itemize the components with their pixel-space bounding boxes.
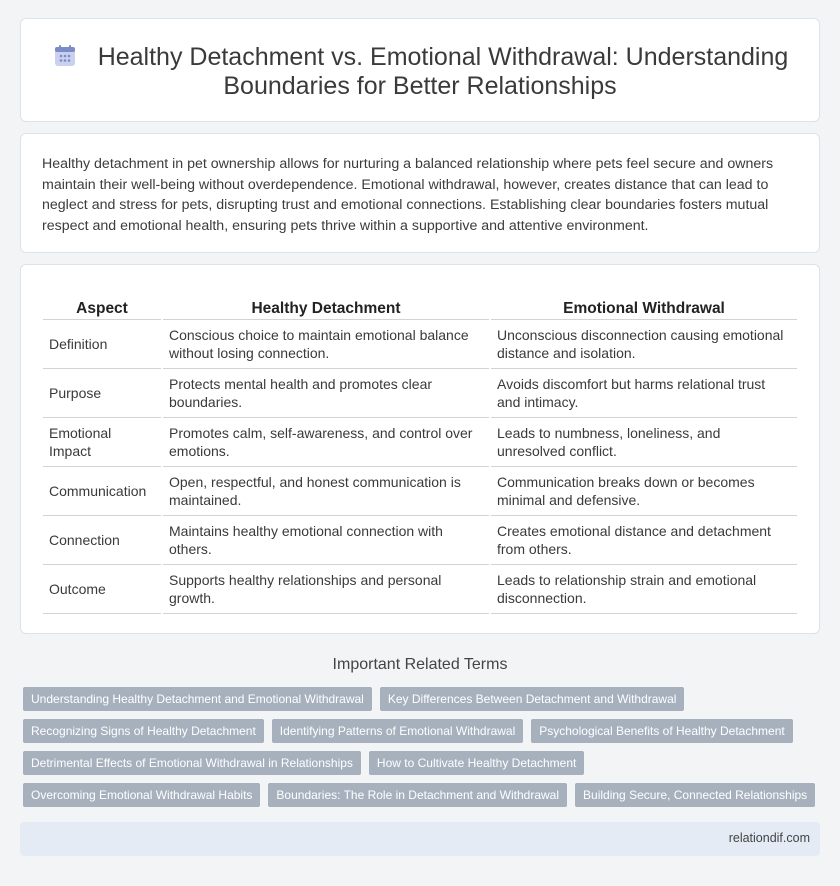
aspect-cell: Definition (43, 320, 161, 369)
comparison-table (41, 295, 799, 614)
aspect-cell: Connection (43, 516, 161, 565)
aspect-cell: Outcome (43, 565, 161, 614)
table-header-row (43, 295, 797, 320)
healthy-detachment-cell: Open, respectful, and honest communication is maintained. (163, 467, 489, 516)
tag-row (23, 719, 823, 743)
header-aspect: Aspect (43, 295, 161, 320)
healthy-detachment-cell: Maintains healthy emotional connection with others. (163, 516, 489, 565)
header-emotional-withdrawal: Emotional Withdrawal (491, 295, 797, 320)
related-term-link[interactable]: Identifying Patterns of Emotional Withdrawal (272, 719, 523, 743)
tag-row (23, 751, 823, 775)
related-term-link[interactable]: How to Cultivate Healthy Detachment (369, 751, 584, 775)
table-row (43, 369, 797, 418)
title-line-1: Healthy Detachment vs. Emotional Withdrawal: Understanding (97, 43, 789, 71)
healthy-detachment-cell: Protects mental health and promotes clear boundaries. (163, 369, 489, 418)
table-row (43, 467, 797, 516)
calendar-icon (52, 43, 78, 69)
emotional-withdrawal-cell: Communication breaks down or becomes minimal and defensive. (491, 467, 797, 516)
related-term-link[interactable]: Boundaries: The Role in Detachment and Withdrawal (268, 783, 567, 807)
tag-row (23, 687, 823, 711)
table-row (43, 565, 797, 614)
footer (20, 822, 820, 856)
related-term-link[interactable]: Overcoming Emotional Withdrawal Habits (23, 783, 260, 807)
emotional-withdrawal-cell: Creates emotional distance and detachment from others. (491, 516, 797, 565)
aspect-cell: Communication (43, 467, 161, 516)
table-row (43, 516, 797, 565)
table-row (43, 320, 797, 369)
tag-row (23, 783, 823, 807)
emotional-withdrawal-cell: Avoids discomfort but harms relational trust and intimacy. (491, 369, 797, 418)
title-line-2: Boundaries for Better Relationships (223, 72, 617, 100)
related-term-link[interactable]: Recognizing Signs of Healthy Detachment (23, 719, 264, 743)
page-title (21, 43, 819, 101)
aspect-cell: Purpose (43, 369, 161, 418)
intro-card (20, 133, 820, 253)
footer-site-link[interactable]: relationdif.com (728, 831, 810, 845)
related-term-link[interactable]: Detrimental Effects of Emotional Withdrawal in Relationships (23, 751, 361, 775)
related-term-link[interactable]: Understanding Healthy Detachment and Emotional Withdrawal (23, 687, 372, 711)
emotional-withdrawal-cell: Unconscious disconnection causing emotional distance and isolation. (491, 320, 797, 369)
related-terms-title: Important Related Terms (332, 656, 508, 673)
aspect-cell: Emotional Impact (43, 418, 161, 467)
emotional-withdrawal-cell: Leads to relationship strain and emotional disconnection. (491, 565, 797, 614)
table-row (43, 418, 797, 467)
healthy-detachment-cell: Supports healthy relationships and personal growth. (163, 565, 489, 614)
emotional-withdrawal-cell: Leads to numbness, loneliness, and unresolved conflict. (491, 418, 797, 467)
related-terms-list (23, 687, 823, 815)
healthy-detachment-cell: Conscious choice to maintain emotional balance without losing connection. (163, 320, 489, 369)
comparison-table-card (20, 264, 820, 634)
header-card (20, 18, 820, 122)
intro-paragraph: Healthy detachment in pet ownership allows for nurturing a balanced relationship where pets feel secure and owners maintain their well-being without overdependence. Emotional withdrawal, however, creates distance that can lead to neglect and stress for pets, disrupting trust and emotional connections. Establishing clear boundaries fosters mutual respect and emotional health, ensuring pets thrive within a supportive and attentive environment. (42, 156, 774, 234)
related-term-link[interactable]: Building Secure, Connected Relationships (575, 783, 815, 807)
header-healthy-detachment: Healthy Detachment (163, 295, 489, 320)
related-term-link[interactable]: Psychological Benefits of Healthy Detachment (531, 719, 792, 743)
healthy-detachment-cell: Promotes calm, self-awareness, and control over emotions. (163, 418, 489, 467)
related-term-link[interactable]: Key Differences Between Detachment and Withdrawal (380, 687, 685, 711)
